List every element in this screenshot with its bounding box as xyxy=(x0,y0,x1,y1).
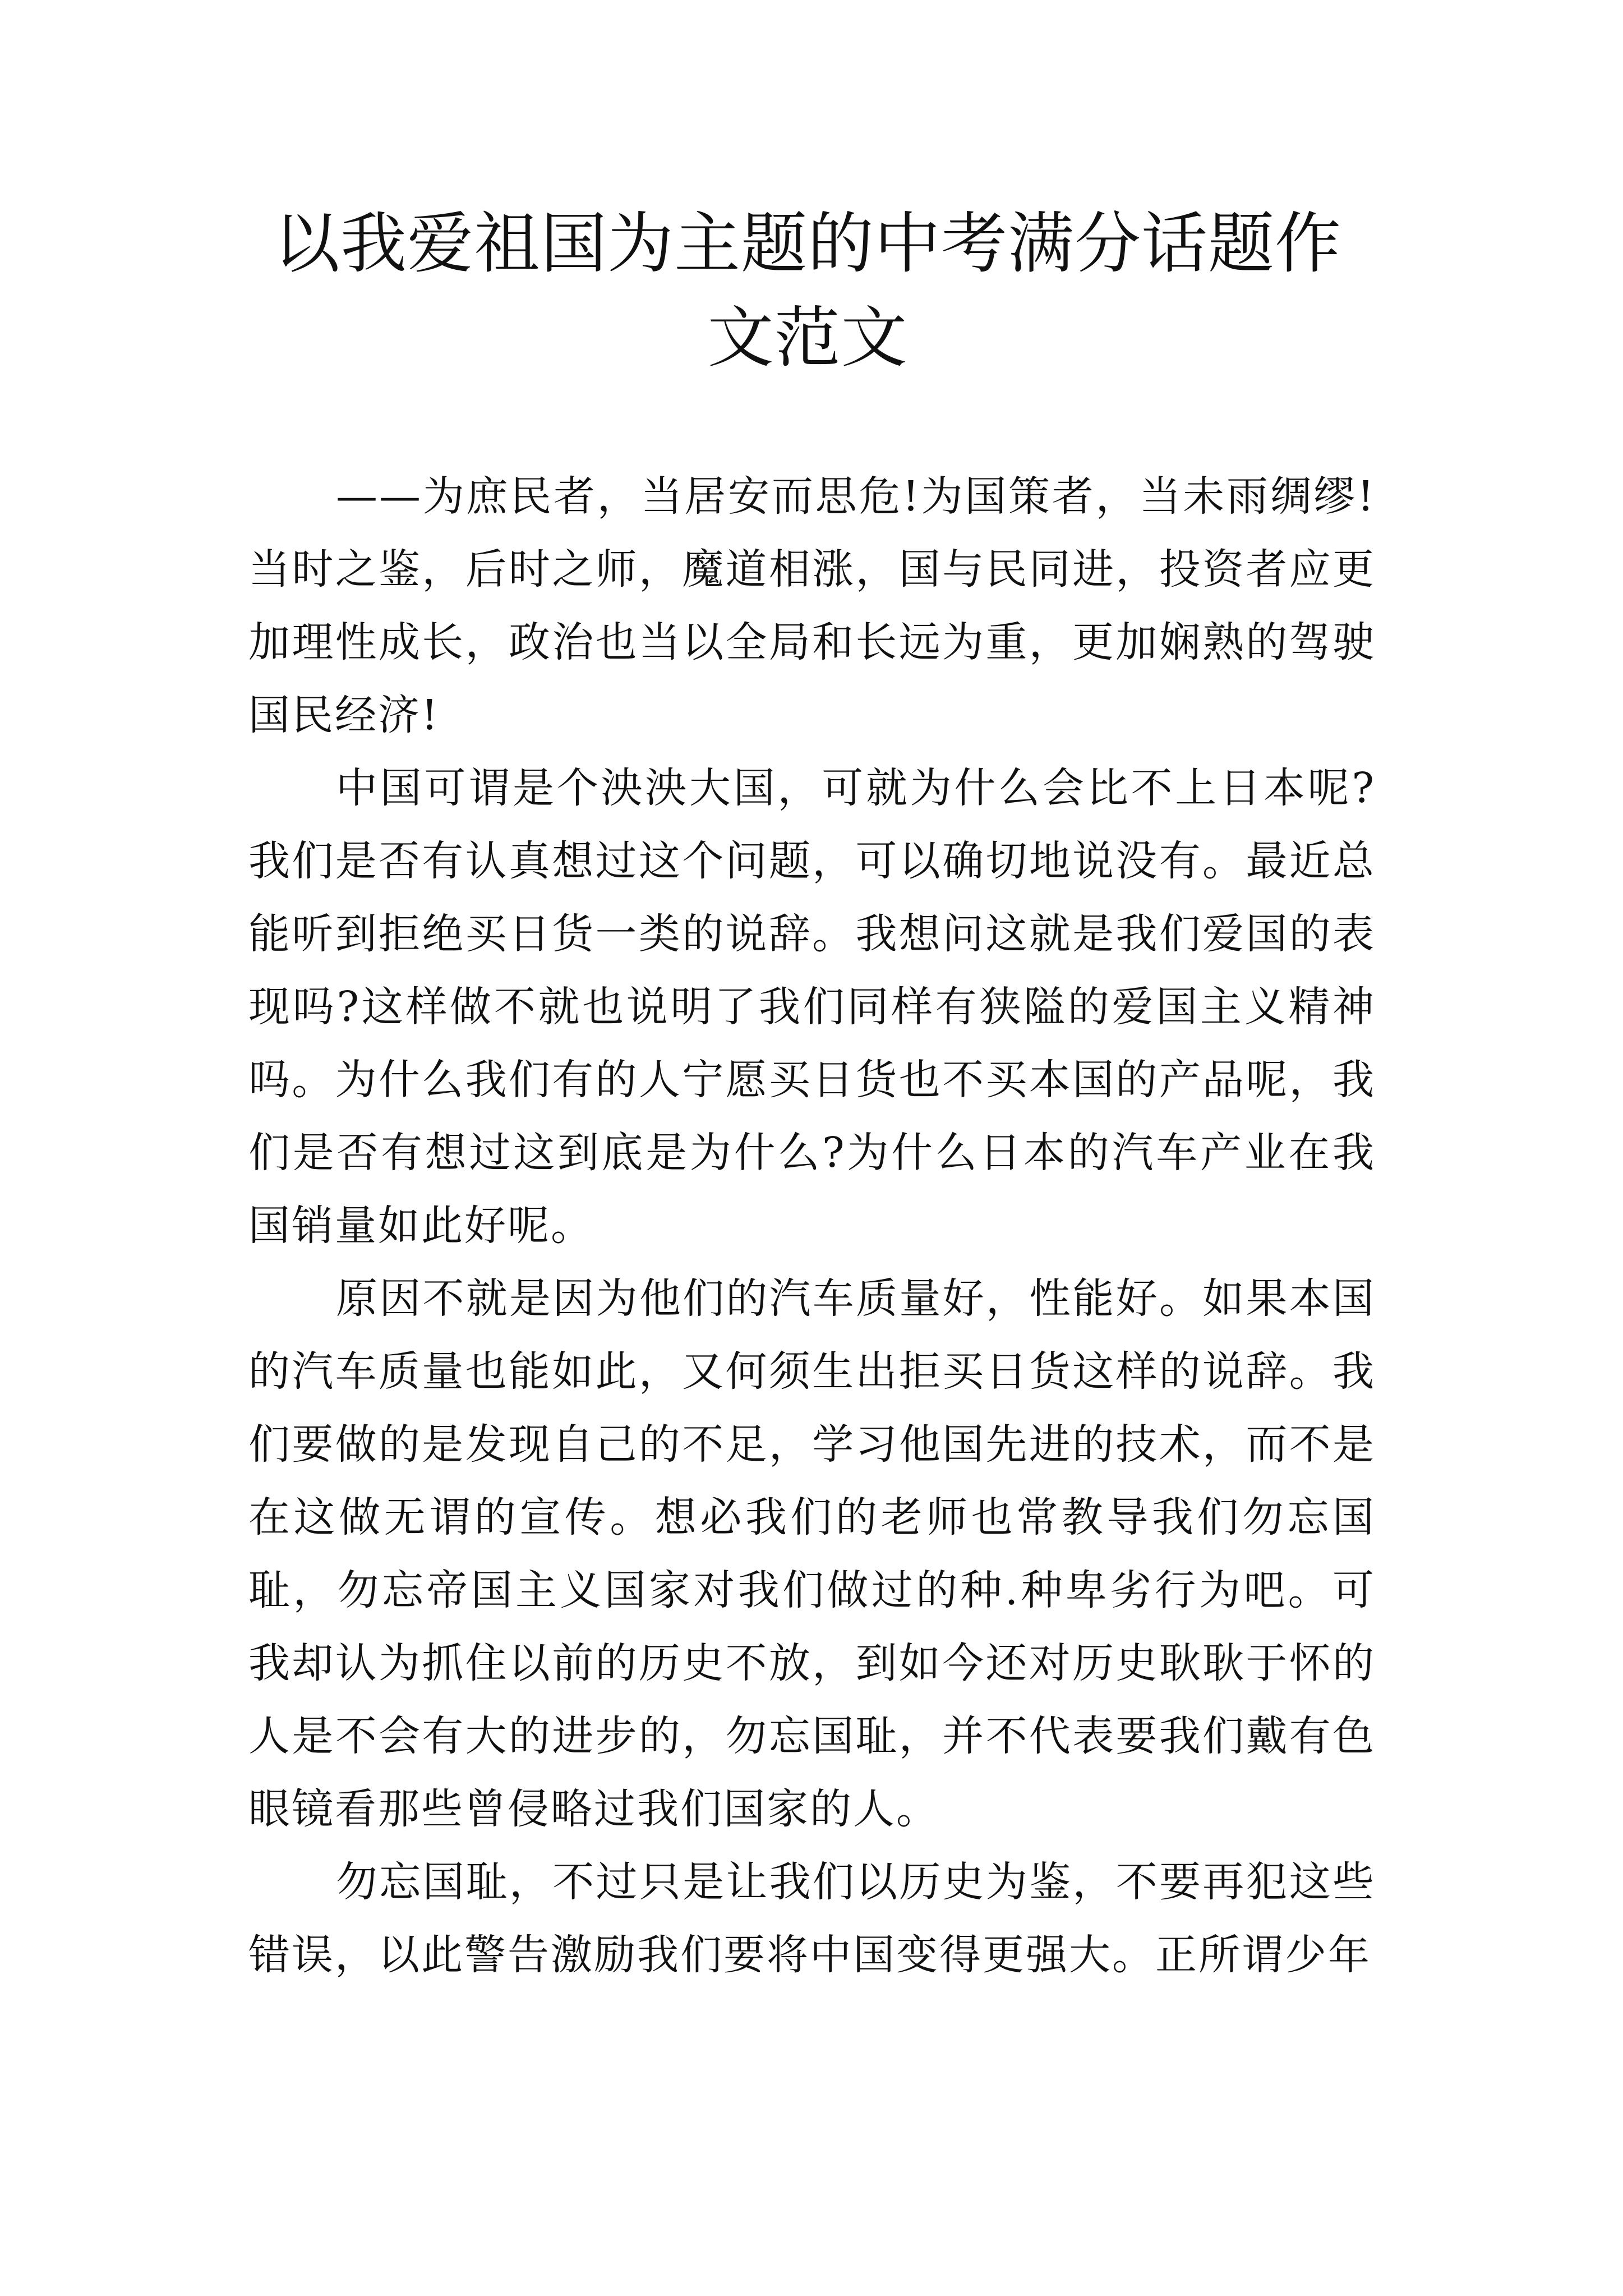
document-body xyxy=(248,460,1376,1991)
document-title: 以我爱祖国为主题的中考满分话题作文范文 xyxy=(273,205,1341,376)
paragraph-4: 勿忘国耻，不过只是让我们以历史为鉴，不要再犯这些错误，以此警告激励我们要将中国变得更强大。正所谓少年 xyxy=(248,1858,1376,1979)
paragraph-1: ——为庶民者，当居安而思危!为国策者，当未雨绸缪!当时之鉴，后时之师，魔道相涨，国与民同进，投资者应更加理性成长，政治也当以全局和长远为重，更加娴熟的驾驶国民经济! xyxy=(248,472,1376,739)
paragraph-2: 中国可谓是个泱泱大国，可就为什么会比不上日本呢?我们是否有认真想过这个问题，可以确切地说没有。最近总能听到拒绝买日货一类的说辞。我想问这就是我们爱国的表现吗?这样做不就也说明了我们同样有狭隘的爱国主义精神吗。为什么我们有的人宁愿买日货也不买本国的产品呢，我们是否有想过这到底是为什么?为什么日本的汽车产业在我国销量如此好呢。 xyxy=(248,764,1376,1250)
paragraph-3: 原因不就是因为他们的汽车质量好，性能好。如果本国的汽车质量也能如此，又何须生出拒买日货这样的说辞。我们要做的是发现自己的不足，学习他国先进的技术，而不是在这做无谓的宣传。想必我们的老师也常教导我们勿忘国耻，勿忘帝国主义国家对我们做过的种.种卑劣行为吧。可我却认为抓住以前的历史不放，到如今还对历史耿耿于怀的人是不会有大的进步的，勿忘国耻，并不代表要我们戴有色眼镜看那些曾侵略过我们国家的人。 xyxy=(248,1274,1376,1833)
